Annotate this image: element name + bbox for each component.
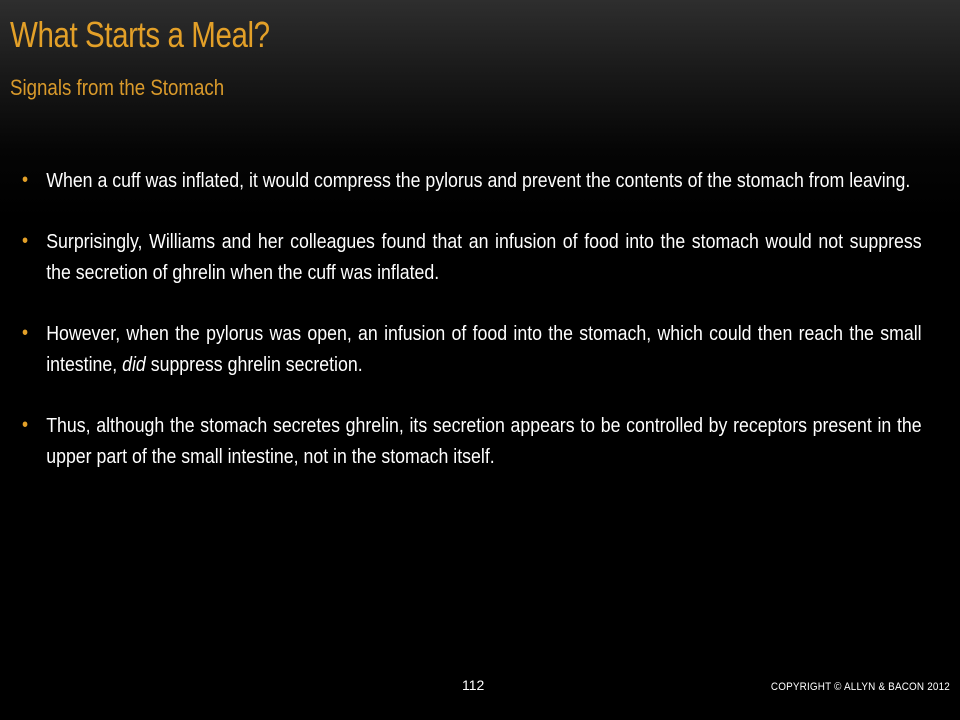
page-number: 112 — [462, 677, 485, 693]
copyright-notice: COPYRIGHT © ALLYN & BACON 2012 — [770, 681, 950, 693]
bullet-text-emphasis: did — [122, 353, 146, 376]
bullet-icon: • — [22, 414, 29, 436]
bullet-icon: • — [22, 322, 29, 344]
bullet-item-conclusion — [22, 410, 922, 472]
bullet-list — [22, 165, 922, 502]
bullet-icon: • — [22, 169, 29, 191]
bullet-text: Thus, although the stomach secretes ghrelin, its secretion appears to be controlled by receptors present in the upper part of the small intestine, not in the stomach itself. — [46, 414, 922, 468]
bullet-text: suppress ghrelin secretion. — [145, 353, 363, 376]
bullet-icon: • — [22, 230, 29, 252]
bullet-text: However, when the pylorus was open, an infusion of food into the stomach, which could then reach the small intestine, — [46, 322, 922, 376]
slide-title: What Starts a Meal? — [10, 14, 270, 55]
bullet-item-surprisingly — [22, 226, 922, 288]
slide-subtitle: Signals from the Stomach — [10, 75, 225, 100]
bullet-item-cuff-inflated — [22, 165, 922, 196]
bullet-text: Surprisingly, Williams and her colleagues found that an infusion of food into the stomach would not suppress the secretion of ghrelin when the cuff was inflated. — [46, 230, 922, 284]
bullet-item-pylorus-open — [22, 318, 922, 380]
bullet-text: When a cuff was inflated, it would compress the pylorus and prevent the contents of the stomach from leaving. — [46, 169, 911, 192]
